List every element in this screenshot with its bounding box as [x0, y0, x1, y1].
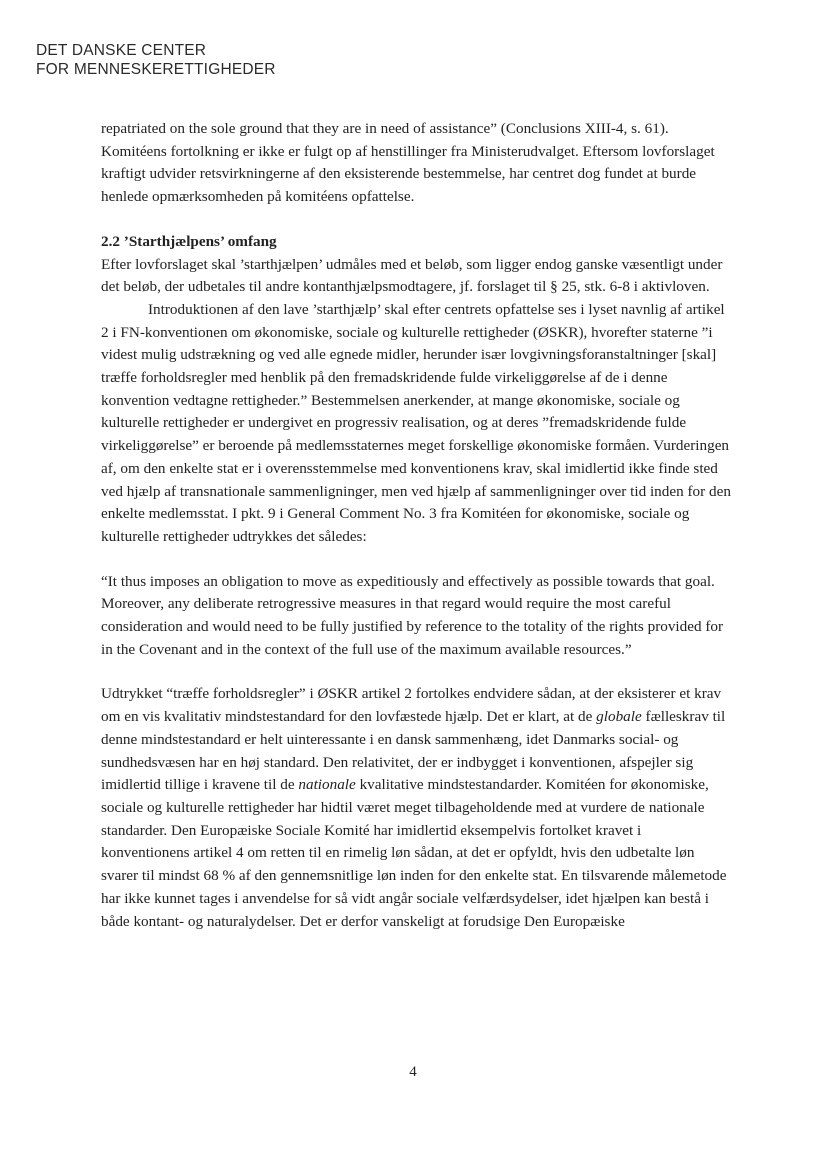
letterhead-line-1: DET DANSKE CENTER	[36, 42, 207, 59]
section-heading: 2.2 ’Starthjælpens’ omfang	[101, 232, 277, 250]
paragraph-4	[101, 683, 733, 933]
emphasis-globale: globale	[596, 708, 642, 726]
page-number: 4	[409, 1064, 417, 1080]
letterhead-line-2: FOR MENNESKERETTIGHEDER	[36, 61, 276, 78]
emphasis-nationale: nationale	[298, 776, 356, 794]
letterhead	[36, 41, 276, 79]
paragraph-1: repatriated on the sole ground that they are in need of assistance” (Conclusions XIII-4, s. 61). Komitéens fortolkning er ikke er fulgt op af henstillinger fra Ministerudvalget. Eftersom lovforslaget kraftigt udvider retsvirkningerne af den eksisterende bestemmelse, har centret dog fundet at burde henlede opmærksomheden på komitéens opfattelse.	[101, 120, 715, 206]
paragraph-2: Efter lovforslaget skal ’starthjælpen’ udmåles med et beløb, som ligger endog ganske væsentligt under det beløb, der udbetales til andre kontanthjælpsmodtagere, jf. forslaget til § 25, stk. 6-8 i aktivloven.	[101, 255, 723, 296]
paragraph-4-part-a: Udtrykket “træffe forholdsregler” i ØSKR artikel 2 fortolkes endvidere sådan, at der eksisterer et krav om en vis kvalitativ mindstestandard for den lovfæstede hjælp. Det er klart, at de	[101, 685, 722, 726]
paragraph-4-part-b: fælleskrav til denne mindstestandard er helt uinteressante i en dansk sammenhæng, idet Danmarks social- og sundhedsvæsen har en høj standard. Den relativitet, der er indbygget i konventionen, afspejler sig imidlertid tillige i kravene til de	[101, 708, 726, 794]
paragraph-3: Introduktionen af den lave ’starthjælp’ skal efter centrets opfattelse ses i lyset navnlig af artikel 2 i FN-konventionen om økonomiske, sociale og kulturelle rettigheder (ØSKR), hvorefter staterne ”i videst mulig udstrækning og ved alle egnede midler, herunder især lovgivningsforanstaltninger [skal] træffe forholdsregler med henblik på den fremadskridende fulde virkeliggørelse af de i denne konvention vedtagne rettigheder.” Bestemmelsen anerkender, at mange økonomiske, sociale og kulturelle rettigheder er undergivet en progressiv realisation, og at deres ”fremadskridende fulde virkeliggørelse” er beroende på medlemsstaternes meget forskellige økonomiske formåen. Vurderingen af, om den enkelte stat er i overensstemmelse med konventionens krav, skal imidlertid ikke finde sted ved hjælp af transnationale sammenligninger, men ved hjælp af sammenligninger over tid inden for den enkelte medlemsstat. I pkt. 9 i General Comment No. 3 fra Komitéen for økonomiske, sociale og kulturelle rettigheder udtrykkes det således:	[101, 300, 731, 545]
document-body	[101, 118, 733, 933]
block-quote: “It thus imposes an obligation to move as expeditiously and effectively as possible towards that goal. Moreover, any deliberate retrogressive measures in that regard would require the most careful consideration and would need to be fully justified by reference to the totality of the rights provided for in the Covenant and in the context of the full use of the maximum available resources.”	[101, 572, 724, 658]
paragraph-4-part-c: kvalitative mindstestandarder. Komitéen for økonomiske, sociale og kulturelle rettigheder har hidtil været meget tilbageholdende med at vurdere de nationale standarder. Den Europæiske Sociale Komité har imidlertid eksempelvis fortolket kravet i konventionens artikel 4 om retten til en rimelig løn sådan, at det er opfyldt, hvis den udbetalte løn svarer til mindst 68 % af den gennemsnitlige løn inden for den enkelte stat. En tilsvarende målemetode har ikke kunnet tages i anvendelse for så vidt angår sociale velfærdsydelser, idet hjælpen kan bestå i både kontant- og naturalydelser. Det er derfor vanskeligt at forudsige Den Europæiske	[101, 776, 727, 930]
